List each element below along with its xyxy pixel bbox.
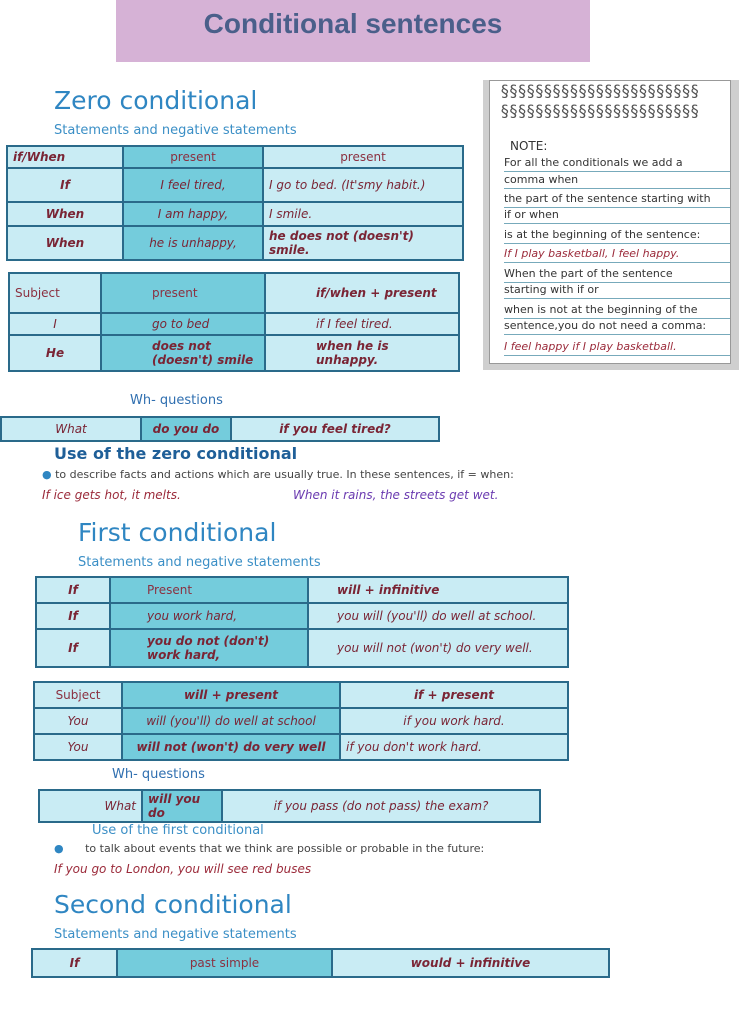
table-cell: will + present — [122, 682, 340, 708]
table-cell: if you don't work hard. — [340, 734, 568, 760]
table-cell: go to bed — [101, 313, 265, 335]
first-use-text: to talk about events that we think are possible or probable in the future: — [85, 842, 485, 855]
table-row — [34, 708, 568, 734]
table-row — [36, 603, 568, 629]
table-row — [34, 682, 568, 708]
second-table-1 — [31, 948, 610, 978]
note-label: NOTE: — [510, 139, 548, 153]
table-row — [1, 417, 439, 441]
page-title: Conditional sentences — [203, 8, 503, 39]
zero-use-text: to describe facts and actions which are usually true. In these sentences, if = when: — [55, 468, 514, 481]
first-example-1: If you go to London, you will see red buses — [54, 862, 312, 876]
first-wh-table — [38, 789, 541, 823]
table-cell: If — [36, 603, 110, 629]
note-line: starting with if or — [504, 282, 730, 299]
note-line: the part of the sentence starting with — [504, 191, 730, 208]
table-row — [7, 146, 463, 168]
zero-wh-label: Wh- questions — [130, 393, 223, 408]
table-cell: present — [101, 273, 265, 313]
table-cell: I smile. — [263, 202, 463, 226]
table-cell: will not (won't) do very well — [122, 734, 340, 760]
table-cell: you will not (won't) do very well. — [308, 629, 568, 667]
first-table-1 — [35, 576, 569, 668]
note-line: I feel happy if I play basketball. — [504, 339, 730, 356]
table-cell: If — [36, 629, 110, 667]
table-cell: I — [9, 313, 101, 335]
first-heading: First conditional — [78, 518, 277, 547]
table-cell: What — [39, 790, 142, 822]
table-cell: When — [7, 226, 123, 260]
table-cell: Present — [110, 577, 308, 603]
table-row — [39, 790, 540, 822]
note-line: sentence,you do not need a comma: — [504, 318, 730, 335]
note-line: when is not at the beginning of the — [504, 302, 730, 319]
table-row — [9, 273, 459, 313]
table-cell: he does not (doesn't) smile. — [263, 226, 463, 260]
table-row — [36, 577, 568, 603]
table-cell: If — [7, 168, 123, 202]
note-line: For all the conditionals we add a — [504, 155, 730, 172]
table-cell: you work hard, — [110, 603, 308, 629]
first-use-heading: Use of the first conditional — [92, 823, 264, 838]
table-cell: I go to bed. (It'smy habit.) — [263, 168, 463, 202]
table-row — [7, 226, 463, 260]
table-cell: if you work hard. — [340, 708, 568, 734]
zero-example-1: If ice gets hot, it melts. — [42, 488, 181, 502]
table-cell: if I feel tired. — [265, 313, 459, 335]
note-line: When the part of the sentence — [504, 266, 730, 283]
table-row — [7, 202, 463, 226]
table-cell: does not (doesn't) smile — [101, 335, 265, 371]
table-cell: if/when + present — [265, 273, 459, 313]
table-cell: If — [32, 949, 117, 977]
table-row — [7, 168, 463, 202]
zero-heading: Zero conditional — [54, 86, 258, 115]
table-cell: he is unhappy, — [123, 226, 263, 260]
table-row — [32, 949, 609, 977]
table-cell: when he is unhappy. — [265, 335, 459, 371]
table-row — [9, 313, 459, 335]
note-panel — [483, 80, 739, 370]
first-subheading: Statements and negative statements — [78, 555, 321, 570]
note-paper — [489, 80, 731, 364]
bullet-icon: ● — [54, 842, 64, 855]
table-cell: past simple — [117, 949, 332, 977]
table-cell: you will (you'll) do well at school. — [308, 603, 568, 629]
first-table-2 — [33, 681, 569, 761]
table-cell: He — [9, 335, 101, 371]
table-cell: present — [263, 146, 463, 168]
table-cell: What — [1, 417, 141, 441]
zero-subheading: Statements and negative statements — [54, 123, 297, 138]
second-subheading: Statements and negative statements — [54, 927, 297, 942]
table-cell: You — [34, 708, 122, 734]
note-line: If I play basketball, I feel happy. — [504, 246, 730, 263]
table-cell: will you do — [142, 790, 222, 822]
note-line: if or when — [504, 207, 730, 224]
spiral-binding-icon: §§§§§§§§§§§§§§§§§§§§§§§ §§§§§§§§§§§§§§§§§§§§§§§ — [500, 81, 699, 120]
zero-wh-table — [0, 416, 440, 442]
title-banner — [116, 0, 590, 62]
table-row — [34, 734, 568, 760]
table-cell: if you feel tired? — [231, 417, 439, 441]
table-row — [9, 335, 459, 371]
second-heading: Second conditional — [54, 890, 292, 919]
table-cell: present — [123, 146, 263, 168]
bullet-icon: ● — [42, 468, 52, 481]
table-cell: I feel tired, — [123, 168, 263, 202]
zero-use-bullet — [42, 468, 602, 481]
table-cell: if/When — [7, 146, 123, 168]
table-cell: you do not (don't) work hard, — [110, 629, 308, 667]
note-line: is at the beginning of the sentence: — [504, 227, 730, 244]
table-cell: will + infinitive — [308, 577, 568, 603]
table-cell: I am happy, — [123, 202, 263, 226]
table-cell: If — [36, 577, 110, 603]
table-cell: would + infinitive — [332, 949, 609, 977]
table-cell: will (you'll) do well at school — [122, 708, 340, 734]
table-cell: if you pass (do not pass) the exam? — [222, 790, 540, 822]
zero-use-heading: Use of the zero conditional — [54, 444, 298, 463]
first-wh-label: Wh- questions — [112, 767, 205, 782]
zero-example-2: When it rains, the streets get wet. — [293, 488, 499, 502]
table-cell: Subject — [9, 273, 101, 313]
table-cell: You — [34, 734, 122, 760]
table-row — [36, 629, 568, 667]
table-cell: Subject — [34, 682, 122, 708]
zero-table-1 — [6, 145, 464, 261]
table-cell: When — [7, 202, 123, 226]
zero-table-2 — [8, 272, 460, 372]
table-cell: if + present — [340, 682, 568, 708]
table-cell: do you do — [141, 417, 231, 441]
note-line: comma when — [504, 172, 730, 189]
first-use-bullet — [54, 842, 614, 855]
